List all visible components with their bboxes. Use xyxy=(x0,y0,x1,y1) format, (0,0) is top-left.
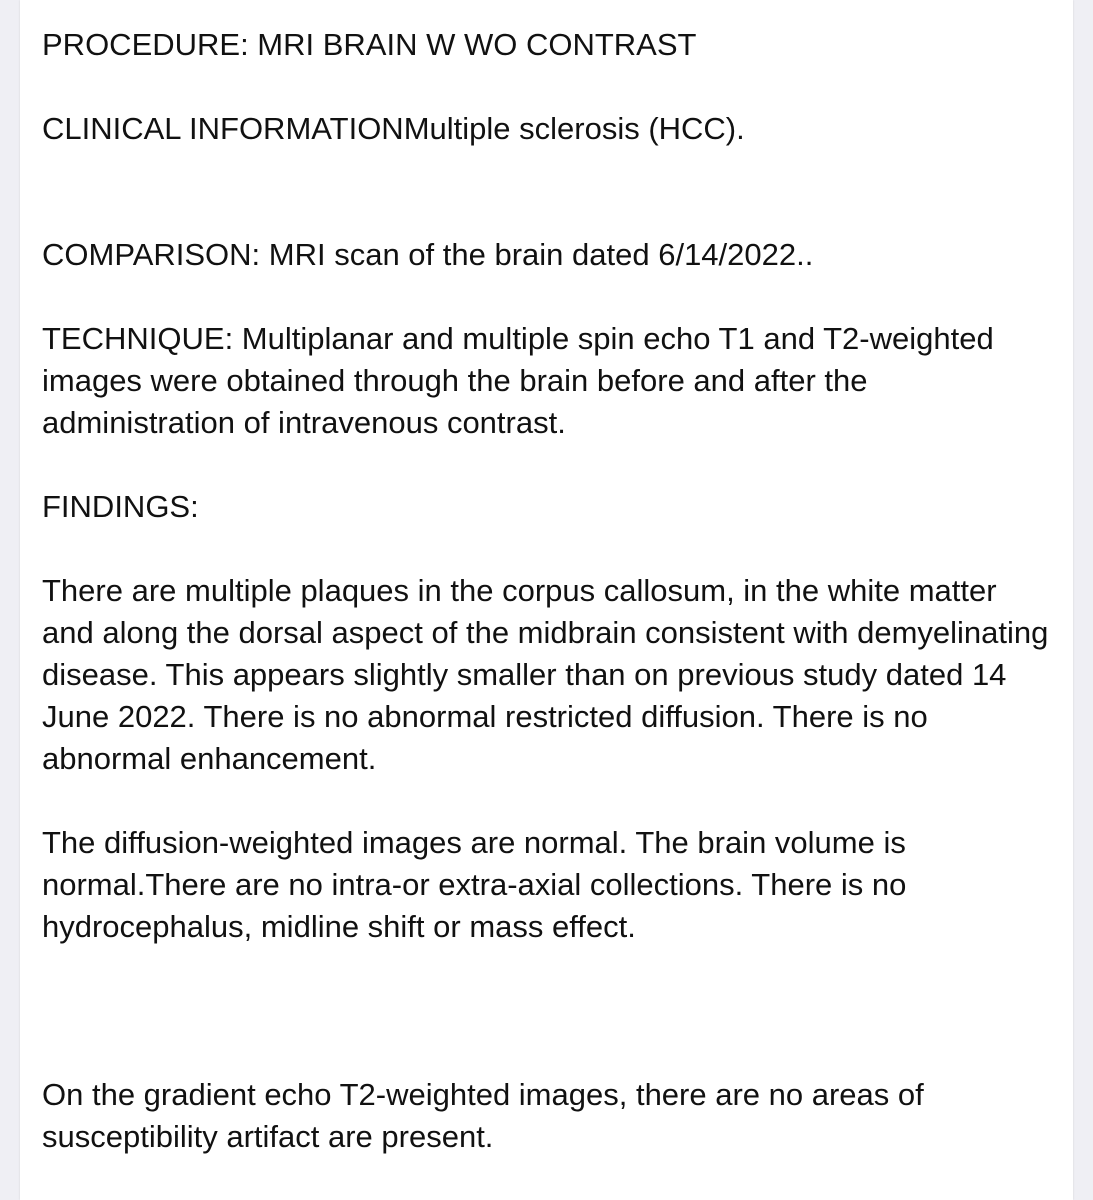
findings-heading: FINDINGS: xyxy=(42,489,199,524)
findings-paragraph-3: On the gradient echo T2-weighted images, there are no areas of susceptibility artifact are present. xyxy=(42,1077,924,1154)
findings-paragraph-2: The diffusion-weighted images are normal. The brain volume is normal.There are no intra-or extra-axial collections. There is no hydrocephalus, midline shift or mass effect. xyxy=(42,825,907,944)
technique-paragraph: TECHNIQUE: Multiplanar and multiple spin echo T1 and T2-weighted images were obtained through the brain before and after the administration of intravenous contrast. xyxy=(42,321,994,440)
findings-paragraph-1: There are multiple plaques in the corpus callosum, in the white matter and along the dorsal aspect of the midbrain consistent with demyelinating disease. This appears slightly smaller than on previous study dated 14 June 2022. There is no abnormal restricted diffusion. There is no abnormal enhancement. xyxy=(42,573,1049,776)
clinical-information-line: CLINICAL INFORMATIONMultiple sclerosis (HCC). xyxy=(42,111,745,146)
report-page xyxy=(20,0,1073,1200)
report-content xyxy=(42,24,1052,1158)
procedure-line: PROCEDURE: MRI BRAIN W WO CONTRAST xyxy=(42,27,697,62)
comparison-line: COMPARISON: MRI scan of the brain dated 6/14/2022.. xyxy=(42,237,814,272)
